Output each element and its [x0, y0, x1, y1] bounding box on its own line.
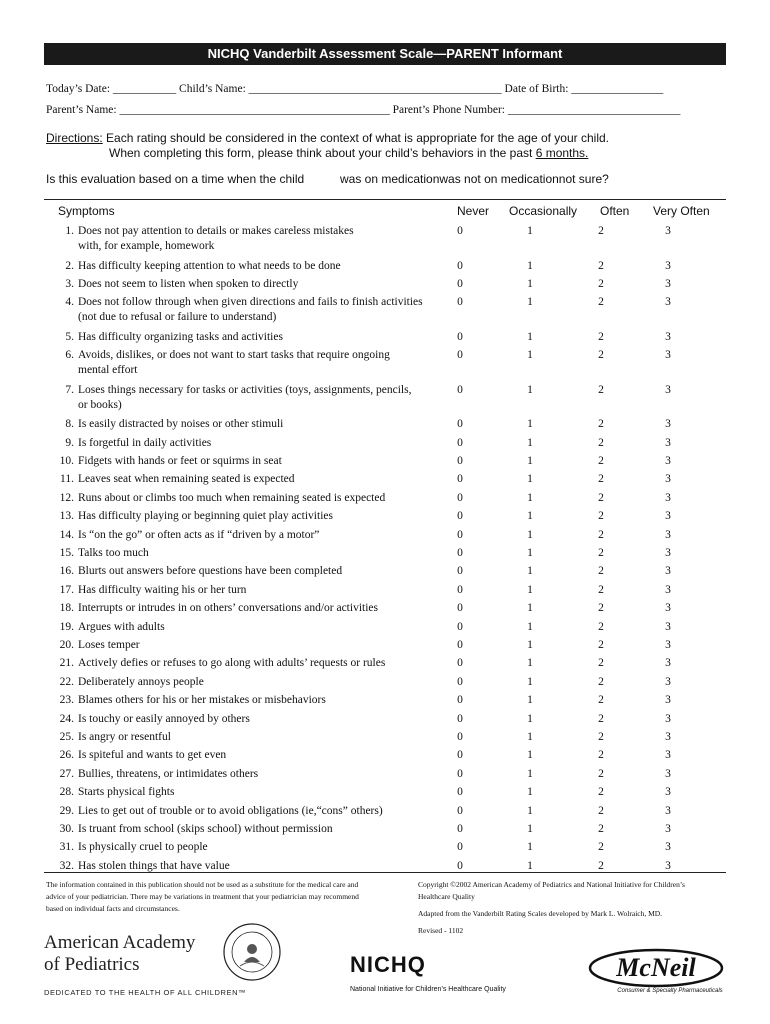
rating-often[interactable]: 2 [598, 436, 604, 449]
header-symptoms: Symptoms [58, 204, 115, 218]
symptom-number: 6. [65, 349, 74, 362]
symptom-text [78, 785, 453, 800]
symptom-text [78, 528, 453, 543]
symptom-text [78, 472, 453, 487]
rating-occasionally[interactable]: 1 [527, 277, 533, 290]
symptom-text-line1: Argues with adults [78, 620, 165, 633]
symptom-text [78, 730, 453, 745]
symptom-text [78, 822, 453, 837]
symptom-text-line1: Deliberately annoys people [78, 675, 204, 688]
rating-occasionally[interactable]: 1 [527, 491, 533, 504]
symptom-text [78, 436, 453, 451]
symptom-number: 26. [59, 749, 74, 762]
symptom-text [78, 417, 453, 432]
rating-occasionally[interactable]: 1 [527, 436, 533, 449]
adapted-from: Adapted from the Vanderbilt Rating Scales developed by Mark L. Wolraich, MD. [418, 909, 663, 918]
rating-often[interactable]: 2 [598, 547, 604, 559]
rating-very-often[interactable]: 3 [665, 657, 671, 670]
symptom-text-line1: Does not follow through when given directions and fails to finish activities [78, 296, 423, 309]
directions-line2: When completing this form, please think about your child’s behaviors in the past [109, 146, 536, 160]
form-line-dates-child[interactable]: Today’s Date: ___________ Child’s Name: ____________________________________________ Date of Birth: ________________ [46, 83, 664, 95]
rating-never[interactable]: 0 [457, 712, 463, 725]
symptom-text-line1: Leaves seat when remaining seated is expected [78, 473, 295, 486]
rating-never[interactable]: 0 [457, 418, 463, 431]
rating-often[interactable]: 2 [598, 749, 604, 762]
rating-very-often[interactable]: 3 [665, 259, 671, 272]
symptom-text [78, 509, 453, 524]
rating-very-often[interactable]: 3 [665, 473, 671, 486]
symptom-text-line1: Blurts out answers before questions have been completed [78, 565, 343, 578]
evaluation-question-text: Is this evaluation based on a time when the child [46, 172, 305, 186]
symptom-text [78, 383, 453, 413]
symptom-number: 16. [59, 565, 74, 578]
symptom-text-line1: Is “on the go” or often acts as if “driven by a motor” [78, 528, 320, 541]
form-line-parent[interactable]: Parent’s Name: _______________________________________________ Parent’s Phone Number: ______________________________ [46, 104, 681, 116]
symptom-number: 30. [59, 823, 74, 835]
rating-often[interactable]: 2 [598, 639, 604, 651]
rating-occasionally[interactable]: 1 [527, 349, 533, 362]
rating-very-often[interactable]: 3 [665, 510, 671, 523]
symptom-text-line1: Has difficulty organizing tasks and activities [78, 330, 283, 343]
rating-never[interactable]: 0 [457, 823, 463, 835]
rating-often[interactable]: 2 [598, 491, 604, 504]
symptom-number: 8. [65, 418, 74, 431]
rating-very-often[interactable]: 3 [665, 547, 671, 559]
rating-very-often[interactable]: 3 [665, 620, 671, 633]
rating-never[interactable]: 0 [457, 602, 463, 615]
rating-occasionally[interactable]: 1 [527, 712, 533, 725]
symptom-text [78, 601, 453, 616]
rating-often[interactable]: 2 [598, 786, 604, 799]
rating-often[interactable]: 2 [598, 675, 604, 688]
rating-occasionally[interactable]: 1 [527, 767, 533, 780]
rating-very-often[interactable]: 3 [665, 823, 671, 835]
rating-occasionally[interactable]: 1 [527, 418, 533, 431]
rating-occasionally[interactable]: 1 [527, 330, 533, 343]
header-very-often: Very Often [653, 204, 710, 218]
rating-never[interactable]: 0 [457, 675, 463, 688]
symptom-text [78, 583, 453, 598]
symptom-text [78, 491, 453, 506]
symptom-text [78, 767, 453, 782]
symptom-number: 18. [59, 602, 74, 615]
symptom-text-line1: Has difficulty keeping attention to what needs to be done [78, 259, 341, 272]
symptom-text-line1: Bullies, threatens, or intimidates others [78, 767, 259, 780]
copyright: Copyright ©2002 American Academy of Pediatrics and National Initiative for Children’s Healthcare Quality [418, 880, 685, 901]
evaluation-options[interactable]: was on medicationwas not on medicationnot sure? [340, 172, 609, 186]
rating-often[interactable]: 2 [598, 455, 604, 467]
rating-occasionally[interactable]: 1 [527, 823, 533, 835]
directions-line1: Each rating should be considered in the context of what is appropriate for the age of your child. [102, 131, 609, 145]
symptom-text [78, 564, 453, 579]
rating-occasionally[interactable]: 1 [527, 675, 533, 688]
aap-logo-line1: American Academy [44, 932, 196, 953]
footer-credits [418, 879, 718, 942]
rating-never[interactable]: 0 [457, 383, 463, 396]
symptom-number: 21. [59, 657, 74, 670]
symptom-number: 13. [59, 510, 74, 523]
rating-very-often[interactable]: 3 [665, 436, 671, 449]
symptom-number: 20. [59, 639, 74, 651]
rating-never[interactable]: 0 [457, 583, 463, 596]
symptom-number: 31. [59, 841, 74, 854]
rating-never[interactable]: 0 [457, 767, 463, 780]
rating-often[interactable]: 2 [598, 510, 604, 523]
rating-often[interactable]: 2 [598, 528, 604, 541]
symptom-text-line1: Blames others for his or her mistakes or misbehaviors [78, 694, 326, 707]
symptom-text [78, 840, 453, 855]
symptom-text-line1: Lies to get out of trouble or to avoid obligations (ie,“cons” others) [78, 804, 383, 817]
rating-occasionally[interactable]: 1 [527, 749, 533, 762]
rating-often[interactable]: 2 [598, 731, 604, 743]
symptom-text-line2: with, for example, homework [78, 240, 215, 252]
rating-often[interactable]: 2 [598, 296, 604, 309]
rating-never[interactable]: 0 [457, 455, 463, 467]
symptom-text-line1: Fidgets with hands or feet or squirms in seat [78, 455, 282, 467]
rating-very-often[interactable]: 3 [665, 639, 671, 651]
rating-very-often[interactable]: 3 [665, 277, 671, 290]
rating-never[interactable]: 0 [457, 296, 463, 309]
rating-occasionally[interactable]: 1 [527, 547, 533, 559]
symptom-text-line1: Does not pay attention to details or makes careless mistakes [78, 225, 354, 237]
rating-never[interactable]: 0 [457, 547, 463, 559]
symptom-text-line1: Has stolen things that have value [78, 859, 230, 872]
rating-often[interactable]: 2 [598, 583, 604, 596]
symptom-text-line1: Does not seem to listen when spoken to directly [78, 277, 299, 290]
symptom-number: 14. [59, 528, 74, 541]
svg-text:McNeil: McNeil [616, 953, 696, 982]
symptom-number: 32. [59, 859, 74, 872]
symptom-text-line2: (not due to refusal or failure to understand) [78, 311, 277, 324]
symptom-number: 4. [65, 296, 74, 309]
symptom-text [78, 348, 453, 378]
symptom-text-line1: Is easily distracted by noises or other stimuli [78, 418, 284, 431]
rating-never[interactable]: 0 [457, 841, 463, 854]
rating-very-often[interactable]: 3 [665, 528, 671, 541]
symptom-text [78, 620, 453, 635]
rating-very-often[interactable]: 3 [665, 455, 671, 467]
symptom-number: 11. [60, 473, 74, 486]
symptom-text-line1: Talks too much [78, 547, 149, 559]
rating-occasionally[interactable]: 1 [527, 859, 533, 872]
rating-occasionally[interactable]: 1 [527, 510, 533, 523]
rating-very-often[interactable]: 3 [665, 225, 671, 237]
directions-months: 6 months. [535, 146, 589, 160]
rating-occasionally[interactable]: 1 [527, 296, 533, 309]
mcneil-logo [586, 948, 726, 994]
symptom-number: 22. [59, 675, 74, 688]
rating-never[interactable]: 0 [457, 330, 463, 343]
rating-often[interactable]: 2 [598, 823, 604, 835]
rating-occasionally[interactable]: 1 [527, 473, 533, 486]
directions [46, 131, 609, 161]
symptom-text-line1: Loses things necessary for tasks or activities (toys, assignments, pencils, [78, 383, 412, 396]
symptom-number: 1. [65, 225, 74, 237]
symptom-text [78, 804, 453, 819]
symptom-number: 23. [59, 694, 74, 707]
symptom-text-line1: Starts physical fights [78, 786, 175, 799]
disclaimer: The information contained in this publication should not be used as a substitute for the medical care and advice of your pediatrician. There may be variations in treatment that your pediatrician may recommend based on individual facts and circumstances. [46, 880, 359, 913]
rating-occasionally[interactable]: 1 [527, 602, 533, 615]
symptom-text [78, 748, 453, 763]
rating-very-often[interactable]: 3 [665, 675, 671, 688]
rating-occasionally[interactable]: 1 [527, 731, 533, 743]
symptom-text-line1: Loses temper [78, 639, 140, 651]
symptom-number: 25. [59, 731, 74, 743]
symptom-number: 19. [59, 620, 74, 633]
rating-very-often[interactable]: 3 [665, 565, 671, 578]
rating-never[interactable]: 0 [457, 349, 463, 362]
symptom-text-line1: Has difficulty waiting his or her turn [78, 583, 247, 596]
rating-often[interactable]: 2 [598, 620, 604, 633]
rating-occasionally[interactable]: 1 [527, 565, 533, 578]
rating-never[interactable]: 0 [457, 277, 463, 290]
rating-never[interactable]: 0 [457, 620, 463, 633]
symptom-number: 7. [65, 383, 74, 396]
rating-never[interactable]: 0 [457, 694, 463, 707]
nichq-logo: NICHQ [350, 952, 426, 977]
rating-very-often[interactable]: 3 [665, 731, 671, 743]
rating-very-often[interactable]: 3 [665, 349, 671, 362]
rating-never[interactable]: 0 [457, 259, 463, 272]
rating-very-often[interactable]: 3 [665, 383, 671, 396]
symptom-number: 3. [65, 277, 74, 290]
symptom-text-line1: Is angry or resentful [78, 731, 171, 743]
rating-never[interactable]: 0 [457, 436, 463, 449]
symptom-number: 27. [59, 767, 74, 780]
symptom-number: 9. [65, 436, 74, 449]
rating-occasionally[interactable]: 1 [527, 528, 533, 541]
symptom-text-line1: Has difficulty playing or beginning quiet play activities [78, 510, 333, 523]
symptom-text [78, 638, 453, 653]
rating-often[interactable]: 2 [598, 859, 604, 872]
rating-very-often[interactable]: 3 [665, 749, 671, 762]
symptom-text [78, 224, 453, 254]
rating-occasionally[interactable]: 1 [527, 620, 533, 633]
rating-occasionally[interactable]: 1 [527, 804, 533, 817]
rating-often[interactable]: 2 [598, 473, 604, 486]
rating-occasionally[interactable]: 1 [527, 657, 533, 670]
symptom-text [78, 295, 453, 325]
rating-occasionally[interactable]: 1 [527, 455, 533, 467]
evaluation-question [46, 172, 609, 186]
rating-never[interactable]: 0 [457, 657, 463, 670]
symptom-text-line1: Interrupts or intrudes in on others’ conversations and/or activities [78, 602, 378, 615]
rating-never[interactable]: 0 [457, 731, 463, 743]
revised: Revised - 1102 [418, 926, 464, 935]
rating-very-often[interactable]: 3 [665, 841, 671, 854]
header-never: Never [457, 204, 490, 218]
symptom-text [78, 712, 453, 727]
symptom-text-line1: Is touchy or easily annoyed by others [78, 712, 250, 725]
symptom-text [78, 656, 453, 671]
rating-very-often[interactable]: 3 [665, 786, 671, 799]
rating-very-often[interactable]: 3 [665, 859, 671, 872]
symptom-text-line1: Is truant from school (skips school) without permission [78, 823, 333, 835]
rating-often[interactable]: 2 [598, 259, 604, 272]
rating-very-often[interactable]: 3 [665, 296, 671, 309]
svg-text:Consumer & Specialty Pharmaceu: Consumer & Specialty Pharmaceuticals [617, 988, 723, 994]
symptom-number: 29. [59, 804, 74, 817]
rating-never[interactable]: 0 [457, 749, 463, 762]
rating-never[interactable]: 0 [457, 565, 463, 578]
symptom-text [78, 675, 453, 690]
symptom-text [78, 330, 453, 345]
rating-never[interactable]: 0 [457, 804, 463, 817]
nichq-tagline: National Initiative for Children’s Healthcare Quality [350, 986, 506, 993]
symptom-text-line2: mental effort [78, 364, 138, 377]
symptom-text-line1: Actively defies or refuses to go along with adults’ requests or rules [78, 657, 386, 670]
rating-very-often[interactable]: 3 [665, 712, 671, 725]
directions-label: Directions: [46, 131, 103, 145]
rating-never[interactable]: 0 [457, 859, 463, 872]
rating-never[interactable]: 0 [457, 528, 463, 541]
symptom-number: 12. [59, 491, 74, 504]
rating-occasionally[interactable]: 1 [527, 639, 533, 651]
rating-often[interactable]: 2 [598, 657, 604, 670]
rating-occasionally[interactable]: 1 [527, 383, 533, 396]
rating-occasionally[interactable]: 1 [527, 583, 533, 596]
rating-very-often[interactable]: 3 [665, 694, 671, 707]
symptom-text-line1: Avoids, dislikes, or does not want to start tasks that require ongoing [78, 349, 390, 362]
symptom-number: 24. [59, 712, 74, 725]
symptom-number: 17. [59, 583, 74, 596]
form-title: NICHQ Vanderbilt Assessment Scale—PARENT Informant [44, 43, 726, 65]
symptom-text-line1: Is physically cruel to people [78, 841, 208, 854]
symptom-number: 15. [59, 547, 74, 559]
table-bottom-rule [44, 872, 726, 873]
rating-very-often[interactable]: 3 [665, 602, 671, 615]
rating-often[interactable]: 2 [598, 767, 604, 780]
rating-often[interactable]: 2 [598, 602, 604, 615]
symptom-number: 2. [65, 259, 74, 272]
rating-often[interactable]: 2 [598, 349, 604, 362]
rating-often[interactable]: 2 [598, 330, 604, 343]
rating-very-often[interactable]: 3 [665, 418, 671, 431]
aap-seal-icon [222, 922, 282, 982]
rating-never[interactable]: 0 [457, 786, 463, 799]
symptom-text [78, 546, 453, 561]
rating-often[interactable]: 2 [598, 841, 604, 854]
symptom-text-line1: Runs about or climbs too much when remaining seated is expected [78, 491, 386, 504]
rating-occasionally[interactable]: 1 [527, 225, 533, 237]
rating-occasionally[interactable]: 1 [527, 786, 533, 799]
rating-often[interactable]: 2 [598, 277, 604, 290]
rating-never[interactable]: 0 [457, 510, 463, 523]
rating-often[interactable]: 2 [598, 565, 604, 578]
aap-logo-line2: of Pediatrics [44, 954, 140, 975]
rating-never[interactable]: 0 [457, 639, 463, 651]
table-top-rule [44, 199, 726, 200]
symptom-text [78, 454, 453, 469]
symptom-number: 10. [59, 455, 74, 467]
symptom-number: 28. [59, 786, 74, 799]
rating-often[interactable]: 2 [598, 694, 604, 707]
rating-often[interactable]: 2 [598, 225, 604, 237]
header-often: Often [600, 204, 630, 218]
symptom-text [78, 259, 453, 274]
aap-tagline: DEDICATED TO THE HEALTH OF ALL CHILDREN™ [44, 988, 247, 997]
symptom-text-line2: or books) [78, 398, 122, 411]
rating-very-often[interactable]: 3 [665, 330, 671, 343]
symptom-text-line1: Is spiteful and wants to get even [78, 749, 227, 762]
rating-never[interactable]: 0 [457, 491, 463, 504]
rating-often[interactable]: 2 [598, 418, 604, 431]
rating-never[interactable]: 0 [457, 225, 463, 237]
rating-very-often[interactable]: 3 [665, 583, 671, 596]
symptom-text [78, 693, 453, 708]
rating-very-often[interactable]: 3 [665, 491, 671, 504]
aap-logo [44, 932, 195, 976]
rating-never[interactable]: 0 [457, 473, 463, 486]
rating-often[interactable]: 2 [598, 712, 604, 725]
rating-occasionally[interactable]: 1 [527, 841, 533, 854]
rating-occasionally[interactable]: 1 [527, 694, 533, 707]
symptom-text [78, 277, 453, 292]
symptom-text-line1: Is forgetful in daily activities [78, 436, 212, 449]
rating-often[interactable]: 2 [598, 804, 604, 817]
rating-often[interactable]: 2 [598, 383, 604, 396]
rating-occasionally[interactable]: 1 [527, 259, 533, 272]
rating-very-often[interactable]: 3 [665, 767, 671, 780]
symptom-number: 5. [65, 330, 74, 343]
rating-very-often[interactable]: 3 [665, 804, 671, 817]
header-occasionally: Occasionally [509, 204, 578, 218]
